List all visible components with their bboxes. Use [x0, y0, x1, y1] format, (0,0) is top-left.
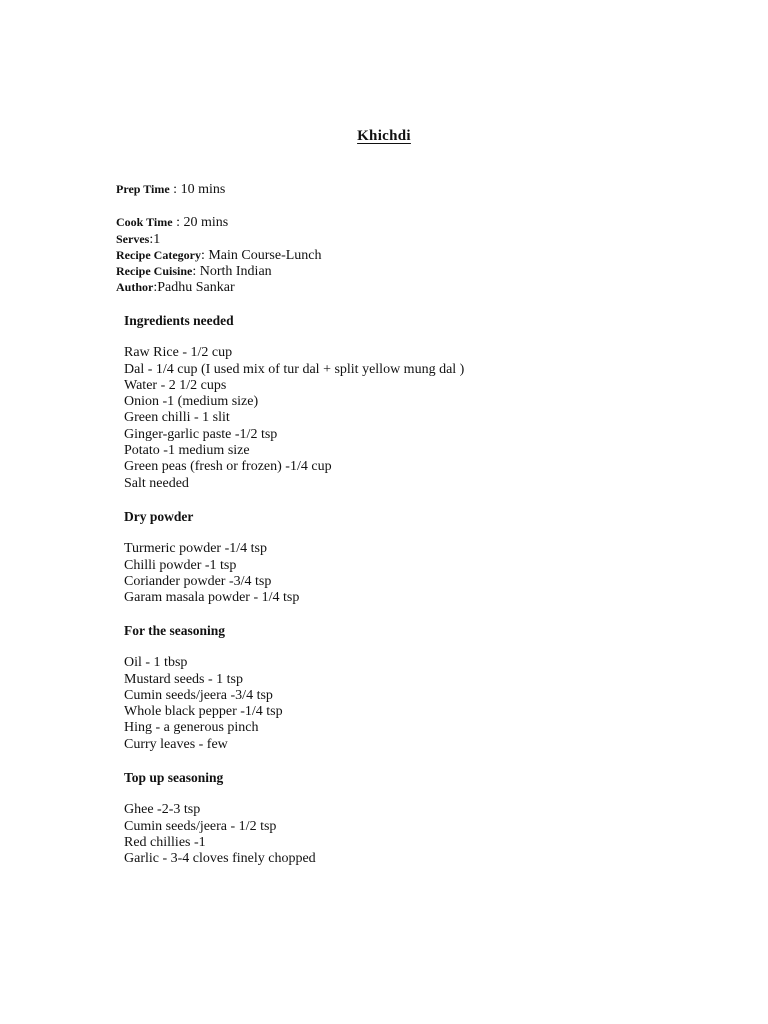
cook-time-separator: : [172, 215, 184, 230]
cuisine-label: Recipe Cuisine [116, 264, 193, 278]
ingredient-item: Red chillies -1 [124, 834, 206, 850]
cook-time-label: Cook Time [116, 215, 173, 229]
ingredient-item: Green peas (fresh or frozen) -1/4 cup [124, 459, 332, 475]
prep-time-separator: : [169, 182, 181, 197]
section-top-up-seasoning [124, 770, 316, 867]
section-dry-powder [124, 509, 299, 606]
author-row [116, 279, 235, 296]
ingredient-item: Oil - 1 tbsp [124, 655, 188, 671]
cuisine-separator: : [192, 264, 200, 279]
category-label: Recipe Category [116, 248, 201, 262]
cuisine-row [116, 263, 272, 280]
section-ingredients [124, 313, 464, 492]
prep-time-value: 10 mins [180, 182, 226, 197]
ingredient-item: Cumin seeds/jeera - 1/2 tsp [124, 818, 277, 834]
section-heading: Dry powder [124, 509, 194, 524]
ingredient-item: Mustard seeds - 1 tsp [124, 671, 243, 687]
section-seasoning [124, 623, 283, 753]
ingredient-item: Garam masala powder - 1/4 tsp [124, 590, 300, 606]
category-value: Main Course-Lunch [208, 248, 322, 263]
prep-time-row [116, 181, 225, 198]
section-heading: Ingredients needed [124, 313, 234, 328]
serves-value: 1 [153, 232, 161, 247]
cuisine-value: North Indian [199, 264, 272, 279]
ingredient-item: Coriander powder -3/4 tsp [124, 573, 272, 589]
ingredient-item: Turmeric powder -1/4 tsp [124, 541, 267, 557]
ingredient-item: Salt needed [124, 475, 189, 491]
ingredient-item: Dal - 1/4 cup (I used mix of tur dal + split yellow mung dal ) [124, 361, 465, 377]
ingredient-item: Water - 2 1/2 cups [124, 377, 227, 393]
ingredient-item: Cumin seeds/jeera -3/4 tsp [124, 687, 273, 703]
cook-time-row [116, 214, 228, 231]
category-separator: : [200, 248, 209, 263]
ingredient-item: Whole black pepper -1/4 tsp [124, 704, 283, 720]
ingredient-item: Curry leaves - few [124, 736, 228, 752]
ingredient-item: Ginger-garlic paste -1/2 tsp [124, 426, 278, 442]
recipe-title: Khichdi [357, 128, 411, 144]
ingredient-item: Potato -1 medium size [124, 443, 250, 459]
ingredient-item: Ghee -2-3 tsp [124, 802, 201, 818]
ingredient-item: Garlic - 3-4 cloves finely chopped [124, 851, 316, 867]
author-value: Padhu Sankar [157, 280, 235, 295]
ingredient-item: Green chilli - 1 slit [124, 410, 230, 426]
prep-time-label: Prep Time [116, 182, 170, 196]
serves-row [116, 231, 160, 248]
author-separator: : [153, 280, 158, 295]
serves-label: Serves [116, 232, 150, 246]
serves-separator: : [149, 232, 154, 247]
category-row [116, 247, 322, 264]
ingredient-item: Hing - a generous pinch [124, 720, 259, 736]
section-heading: For the seasoning [124, 623, 226, 638]
ingredient-item: Chilli powder -1 tsp [124, 557, 237, 573]
cook-time-value: 20 mins [183, 215, 229, 230]
author-label: Author [116, 280, 154, 294]
section-heading: Top up seasoning [124, 770, 224, 785]
ingredient-item: Onion -1 (medium size) [124, 394, 259, 410]
ingredient-item: Raw Rice - 1/2 cup [124, 345, 233, 361]
